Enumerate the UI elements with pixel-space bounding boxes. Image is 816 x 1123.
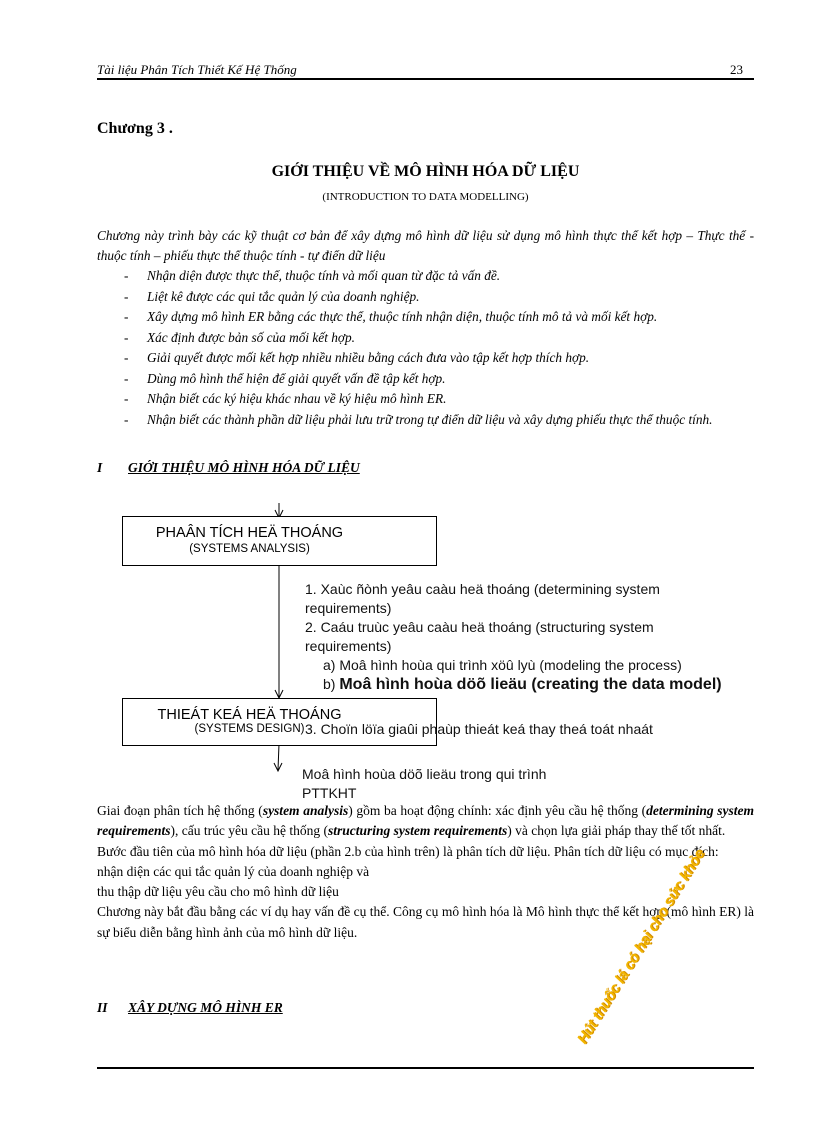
section2-number: II	[97, 1000, 108, 1015]
systems-analysis-title: PHAÂN TÍCH HEÄ THOÁNG	[155, 525, 344, 541]
page-number: 23	[730, 62, 743, 77]
paragraph-2: Bước đầu tiên của mô hình hóa dữ liệu (phần 2.b của hình trên) là phân tích dữ liệu. Phân tích dữ liệu có mục đích:	[97, 843, 719, 859]
intro-paragraph: Chương này trình bày các kỹ thuật cơ bản để xây dựng mô hình dữ liệu sử dụng mô hình thực thể kết hợp – Thực thể - thuộc tính – phiếu thực thể thuộc tính - tự điển dữ liệu	[97, 228, 754, 263]
chapter-subtitle: (INTRODUCTION TO DATA MODELLING)	[322, 191, 529, 203]
step-2b-text: Moâ hình hoùa döõ lieäu (creating the data model)	[339, 676, 722, 693]
list-item: - Nhận diện được thực thể, thuộc tính và mối quan từ đặc tả vấn đề.	[100, 266, 754, 287]
header-title: Tài liệu Phân Tích Thiết Kế Hệ Thống	[97, 62, 297, 77]
section1-title: GIỚI THIỆU MÔ HÌNH HÓA DỮ LIỆU	[128, 460, 360, 475]
step-2b-prefix: b)	[323, 676, 340, 692]
step-2a: a) Moâ hình hoùa qui trình xöû lyù (modeling the process)	[323, 657, 682, 673]
step-2: 2. Caáu truùc yeâu caàu heä thoáng (structuring system requirements)	[305, 619, 654, 654]
step-3: 3. Choïn löïa giaûi phaùp thieát keá thay theá toát nhaát	[305, 721, 653, 737]
text-run: Giai đoạn phân tích hệ thống (	[97, 803, 263, 818]
paragraph-4: thu thập dữ liệu yêu cầu cho mô hình dữ liệu	[97, 884, 339, 900]
diagram-caption	[302, 765, 582, 803]
list-item: - Nhận biết các ký hiệu khác nhau về ký hiệu mô hình ER.	[100, 389, 754, 410]
list-item: - Giải quyết được mối kết hợp nhiều nhiều bằng cách đưa vào tập kết hợp thích hợp.	[100, 348, 754, 369]
footer-rule	[97, 1067, 754, 1069]
step-1: 1. Xaùc ñònh yeâu caàu heä thoáng (determining system requirements)	[305, 581, 660, 616]
chapter-label: Chương 3 .	[97, 120, 173, 137]
paragraph-5: Chương này bắt đầu bằng các ví dụ hay vấn đề cụ thể. Công cụ mô hình hóa là Mô hình thực thể kết hợp (mô hình ER) là sự biểu diễn bằng hình ảnh của mô hình dữ liệu.	[97, 904, 754, 940]
paragraph-3: nhận diện các qui tắc quản lý của doanh nghiệp và	[97, 863, 370, 879]
list-item: - Dùng mô hình thể hiện để giải quyết vấn đề tập kết hợp.	[100, 369, 754, 390]
text-run: ), cấu trúc yêu cầu hệ thống (	[170, 823, 328, 839]
analysis-steps	[305, 580, 725, 694]
text-run: structuring system requirements	[327, 823, 508, 839]
paragraph-1	[97, 801, 754, 842]
list-item: - Nhận biết các thành phần dữ liệu phải lưu trữ trong tự điển dữ liệu và xây dựng phiếu thực thể thuộc tính.	[100, 410, 754, 431]
diagram-caption-text: Moâ hình hoùa döõ lieäu trong qui trình PTTKHT	[302, 766, 547, 801]
systems-analysis-box	[122, 516, 437, 566]
systems-analysis-subtitle: (SYSTEMS ANALYSIS)	[189, 543, 310, 555]
systems-design-title: THIEÁT KEÁ HEÄ THOÁNG	[157, 707, 342, 723]
step-2b	[305, 675, 725, 694]
text-run: ) gồm ba hoạt động chính: xác định yêu cầu hệ thống (	[348, 803, 647, 818]
systems-design-subtitle: (SYSTEMS DESIGN)	[194, 723, 305, 735]
section1-number: I	[97, 460, 103, 475]
list-item: - Liệt kê được các qui tắc quản lý của doanh nghiệp.	[100, 287, 754, 308]
list-item: - Xây dựng mô hình ER bằng các thực thể, thuộc tính nhận diện, thuộc tính mô tả và mối kết hợp.	[100, 307, 754, 328]
chapter-title: GIỚI THIỆU VỀ MÔ HÌNH HÓA DỮ LIỆU	[271, 163, 580, 180]
watermark-stamp: Hút thuốc lá có hại cho sức khỏe	[574, 846, 709, 1048]
list-item: - Xác định được bản số của mối kết hợp.	[100, 328, 754, 349]
section2-title: XÂY DỰNG MÔ HÌNH ER	[128, 1000, 283, 1015]
text-run: determining system requirements	[97, 803, 754, 839]
text-run: ) và chọn lựa giải pháp thay thế tốt nhất.	[507, 823, 726, 839]
text-run: system analysis	[262, 803, 349, 818]
